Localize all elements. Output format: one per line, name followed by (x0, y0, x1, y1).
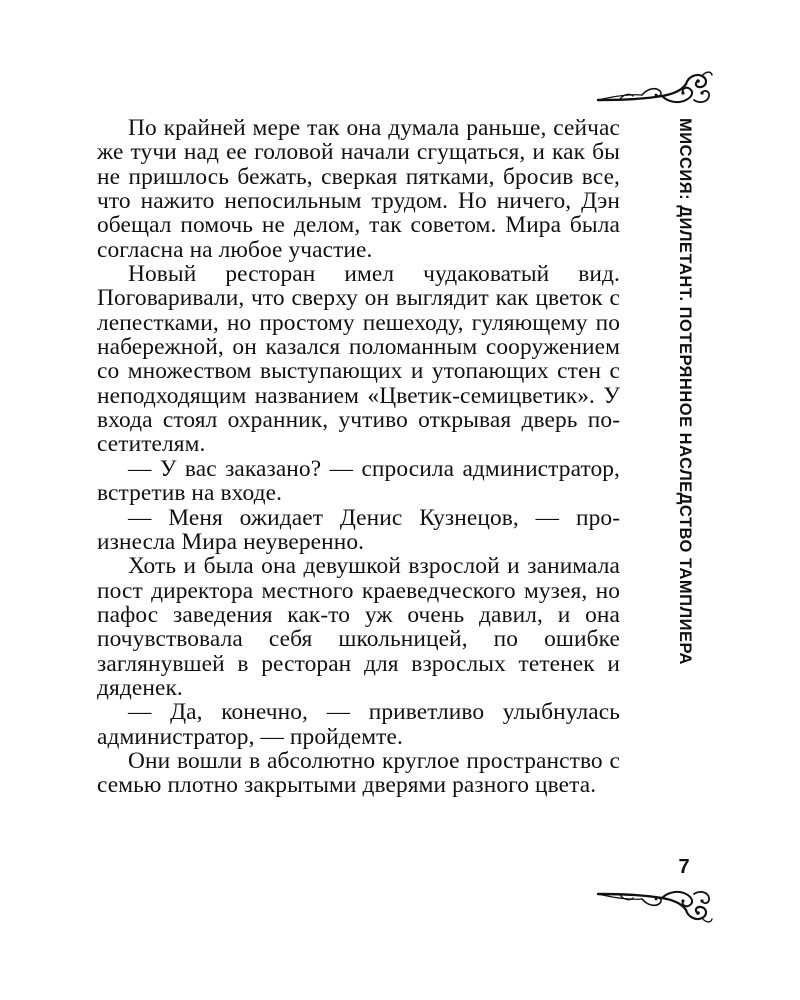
dialogue-paragraph: — Да, конечно, — приветливо улыбнулась администратор, — пройдемте. (97, 699, 620, 750)
top-flourish-ornament (590, 66, 715, 111)
paragraph: Хоть и была она девушкой взрослой и занимала пост директора местного краеведческого музея, но пафос заведения как-то уж очень давил, и она почувствовала себя школьницей, по ошибке заглянувшей в ресторан для взрослых тетенек и дяденек. (97, 553, 620, 701)
body-text (97, 116, 620, 798)
running-title: МИССИЯ: ДИЛЕТАНТ. ПОТЕРЯННОЕ НАСЛЕДСТВО ТАМПЛИЕРА (676, 118, 694, 665)
page-number: 7 (678, 856, 690, 878)
dialogue-paragraph: — У вас заказано? — спросила администратор, встретив на входе. (97, 455, 620, 507)
bottom-flourish-ornament (590, 884, 715, 926)
paragraph: Новый ресторан имел чудаковатый вид. Поговаривали, что сверху он выглядит как цветок с лепестками, но простому пешеходу, гуляющему по набережной, он казался поломанным сооружением со множеством выступающих и утопающих стен с неподходящим названием «Цветик-семицветик». У входа стоял охранник, учтиво открывая дверь посетителям. (97, 261, 620, 458)
paragraph: Они вошли в абсолютно круглое пространство с семью плотно закрытыми дверями разного цвета. (97, 747, 620, 799)
paragraph: По крайней мере так она думала раньше, сейчас же тучи над ее головой начали сгущаться, и как бы не пришлось бежать, сверкая пятками, бросив все, что нажито непосильным трудом. Но ничего, Дэн обещал помочь не делом, так советом. Мира была согласна на любое участие. (97, 115, 620, 263)
dialogue-paragraph: — Меня ожидает Денис Кузнецов, — произнесла Мира неуверенно. (97, 504, 620, 555)
